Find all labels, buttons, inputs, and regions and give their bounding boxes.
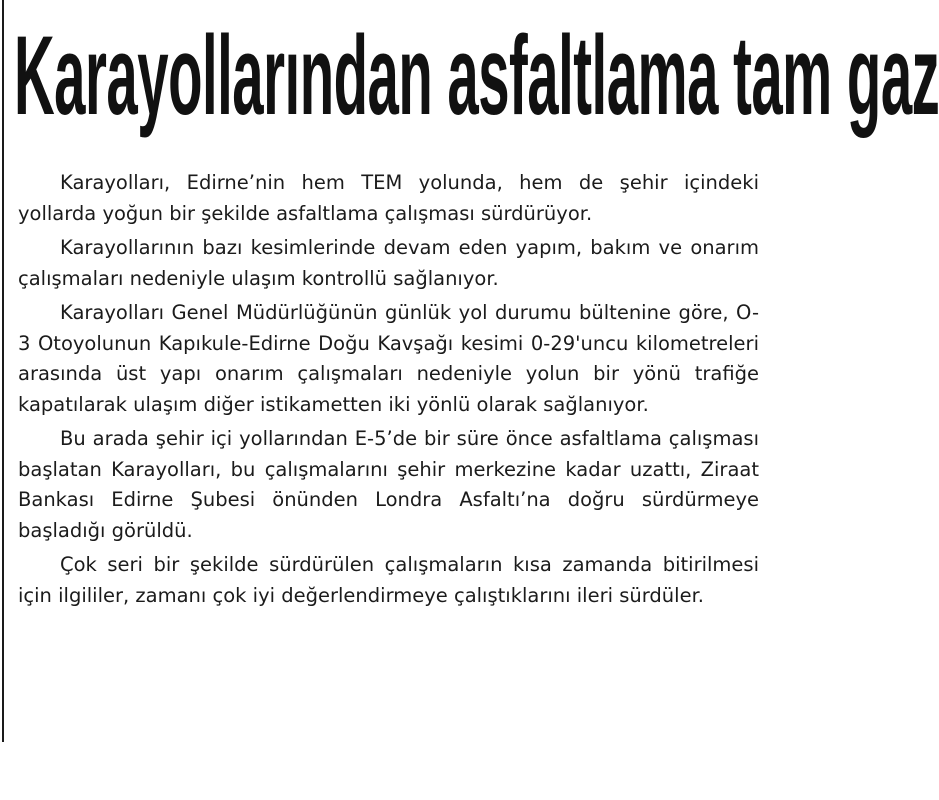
article-body <box>18 168 759 615</box>
article-paragraph: Karayolları Genel Müdürlüğünün günlük yol durumu bültenine göre, O-3 Otoyolunun Kapıkule-Edirne Doğu Kavşağı kesimi 0-29'uncu kilometreleri arasında üst yapı onarım çalışmaları nedeniyle yolun bir yönü trafiğe kapatılarak ulaşım diğer istikametten iki yönlü olarak sağlanıyor. <box>18 301 759 416</box>
column-rule <box>2 0 4 742</box>
article-paragraph: Bu arada şehir içi yollarından E-5’de bir süre önce asfaltlama çalışması başlatan Karayolları, bu çalışmalarını şehir merkezine kadar uzattı, Ziraat Bankası Edirne Şubesi önünden Londra Asfaltı’na doğru sürdürmeye başladığı görüldü. <box>18 427 759 542</box>
article-paragraph: Çok seri bir şekilde sürdürülen çalışmaların kısa zamanda bitirilmesi için ilgililer, zamanı çok iyi değerlendirmeye çalıştıklarını ileri sürdüler. <box>18 553 759 607</box>
article-paragraph: Karayolları, Edirne’nin hem TEM yolunda, hem de şehir içindeki yollarda yoğun bir şekilde asfaltlama çalışması sürdürüyor. <box>18 171 759 225</box>
article-headline: Karayollarından asfaltlama tam gaz <box>14 13 939 138</box>
article-paragraph: Karayollarının bazı kesimlerinde devam eden yapım, bakım ve onarım çalışmaları nedeniyle ulaşım kontrollü sağlanıyor. <box>18 236 759 290</box>
